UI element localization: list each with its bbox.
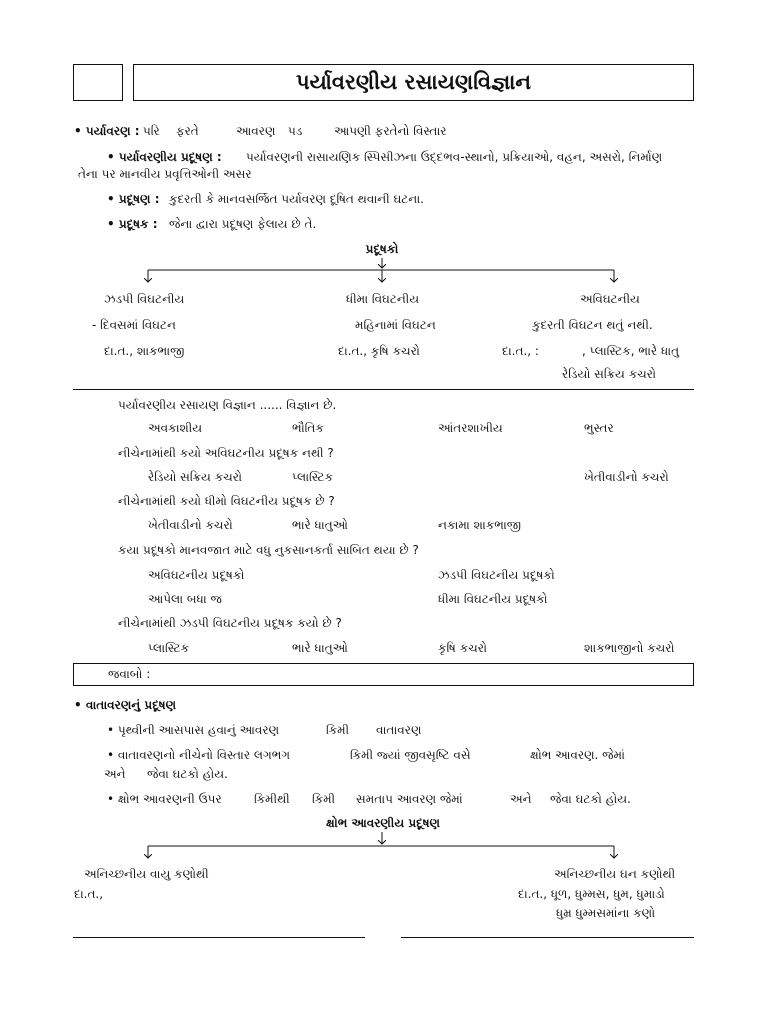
mcq-1-opt-b: ભૌતિક <box>292 421 324 435</box>
fast-degradable-desc: - દિવસમાં વિઘટન <box>92 318 176 332</box>
environment-part-4: પડ <box>288 124 303 138</box>
environment-part-3: આવરણ <box>236 124 276 138</box>
mcq-4-opt-c: આપેલા બધા જ <box>148 592 222 606</box>
atmos-line1-b: કિમી <box>326 723 350 737</box>
atmos-line3-d: સમતાપ આવરણ જેમાં <box>356 792 463 806</box>
atmos-line3-e: અને <box>510 792 532 806</box>
atmos-line2b-b: જેવા ઘટકો હોય. <box>147 767 228 781</box>
pollutants-heading: પ્રદૂષકો <box>365 242 399 256</box>
tropo-heading: ક્ષોભ આવરણીય પ્રદૂષણ <box>325 816 440 830</box>
page-title: પર્યાવરણીય રસાયણવિજ્ઞાન <box>295 70 532 94</box>
tropo-right-title: અનિચ્છનીય ઘન કણોથી <box>554 867 676 881</box>
environment-part-2: ફરતે <box>176 124 199 138</box>
mcq-2-opt-a: રેડિયો સક્રિય કચરો <box>148 470 242 484</box>
non-degradable-example-prefix: દા.ત., : <box>502 344 539 358</box>
atmos-line3-b: કિમીથી <box>254 792 290 806</box>
pradushak-text: જેના દ્વારા પ્રદૂષણ ફેલાય છે તે. <box>169 217 317 231</box>
fast-degradable-example: દા.ત., શાકભાજી <box>104 344 185 358</box>
atmos-line2-b: કિમી જ્યાં જીવસૃષ્ટિ વસે <box>350 748 471 762</box>
slow-degradable-name: ધીમા વિઘટનીય <box>346 292 420 306</box>
mcq-5-opt-c: કૃષિ કચરો <box>438 641 487 655</box>
mcq-3-question: નીચેનામાંથી કયો ધીમો વિઘટનીય પ્રદૂષક છે ? <box>118 494 335 508</box>
atmosphere-heading: • વાતાવરણનું પ્રદૂષણ <box>74 698 177 712</box>
atmos-line1-c: વાતાવરણ <box>376 723 422 737</box>
non-degradable-example: , પ્લાસ્ટિક, ભારે ધાતુ <box>582 344 680 358</box>
mcq-2-question: નીચેનામાંથી કયો અવિઘટનીય પ્રદૂષક નથી ? <box>118 446 334 460</box>
pollution-text-1: પર્યાવરણની રાસાયણિક સ્પિસીઝના ઉદ્દભવ-સ્થાનો, પ્રક્રિયાઓ, વહન, અસરો, નિર્માણ <box>246 150 663 164</box>
environment-part-1: પરિ <box>143 124 160 138</box>
slow-degradable-example: દા.ત., કૃષિ કચરો <box>338 344 420 358</box>
fast-degradable-name: ઝડપી વિઘટનીય <box>104 292 185 306</box>
atmos-line3-a: • ક્ષોભ આવરણની ઉપર <box>107 792 222 806</box>
mcq-1-question: પર્યાવરણીય રસાયણ વિજ્ઞાન ...... વિજ્ઞાન છે. <box>118 398 337 412</box>
mcq-3-opt-a: ખેતીવાડીનો કચરો <box>148 518 233 532</box>
pradushak-label: • પ્રદૂષક : <box>107 217 158 231</box>
mcq-1-opt-a: અવકાશીય <box>148 421 203 435</box>
mcq-2-opt-b: પ્લાસ્ટિક <box>292 470 334 484</box>
answers-label: જવાબો : <box>108 667 151 681</box>
pollution-label: • પર્યાવરણીય પ્રદૂષણ : <box>107 150 222 164</box>
mcq-4-opt-b: ઝડપી વિઘટનીય પ્રદૂષકો <box>438 568 555 582</box>
mcq-1-opt-d: ભુસ્તર <box>584 421 614 435</box>
atmos-line3-f: જેવા ઘટકો હોય. <box>550 792 631 806</box>
atmos-line2-c: ક્ષોભ આવરણ. જેમાં <box>530 748 625 762</box>
mcq-3-opt-c: નકામા શાકભાજી <box>438 518 522 532</box>
pradushan-text: કુદરતી કે માનવસર્જિત પર્યાવરણ દૂષિત થવાની ઘટના. <box>169 192 424 206</box>
mcq-5-opt-b: ભારે ધાતુઓ <box>292 641 348 655</box>
tropo-right-example-2: ધુમ્ર ધુમ્મસમાંના કણો <box>556 906 656 920</box>
mcq-1-opt-c: આંતરશાખીય <box>438 421 503 435</box>
non-degradable-desc: કુદરતી વિઘટન થતું નથી. <box>532 318 653 332</box>
mcq-5-opt-a: પ્લાસ્ટિક <box>148 641 190 655</box>
non-degradable-name: અવિઘટનીય <box>580 292 640 306</box>
section-divider <box>73 389 694 390</box>
tropo-right-example: દા.ત., ધૂળ, ધુમ્મસ, ધુમ, ધુમાડો <box>518 887 665 901</box>
environment-part-5: આપણી ફરતેનો વિસ્તાર <box>334 124 447 138</box>
mcq-4-question: કયા પ્રદૂષકો માનવજાત માટે વધુ નુકસાનકર્તા સાબિત થયા છે ? <box>118 543 419 557</box>
atmos-line3-c: કિમી <box>312 792 336 806</box>
pradushan-label: • પ્રદૂષણ : <box>107 192 160 206</box>
atmos-line1-a: • પૃથ્વીની આસપાસ હવાનું આવરણ <box>107 723 280 737</box>
bottom-line-left <box>73 937 365 938</box>
slow-degradable-desc: મહિનામાં વિઘટન <box>355 318 436 332</box>
mcq-5-opt-d: શાકભાજીનો કચરો <box>584 641 675 655</box>
pollution-text-2: તેના પર માનવીય પ્રવૃત્તિઓની અસર <box>78 167 252 181</box>
mcq-3-opt-b: ભારે ધાતુઓ <box>292 518 348 532</box>
answers-box <box>73 663 694 686</box>
atmos-line2b-a: અને <box>104 767 126 781</box>
atmos-line2-a: • વાતાવરણનો નીચેનો વિસ્તાર લગભગ <box>107 748 291 762</box>
non-degradable-example-2: રેડિયો સક્રિય કચરો <box>562 367 656 381</box>
tropo-left-example: દા.ત., <box>74 887 104 901</box>
environment-label: • પર્યાવરણ : <box>74 124 140 138</box>
mcq-4-opt-d: ધીમા વિઘટનીય પ્રદૂષકો <box>438 592 548 606</box>
mcq-4-opt-a: અવિઘટનીય પ્રદૂષકો <box>148 568 245 582</box>
mcq-2-opt-d: ખેતીવાડીનો કચરો <box>584 470 669 484</box>
tropo-left-title: અનિચ્છનીય વાયુ કણોથી <box>84 867 209 881</box>
bottom-line-right <box>401 937 694 938</box>
mcq-5-question: નીચેનામાંથી ઝડપી વિઘટનીય પ્રદૂષક કયો છે ? <box>118 616 342 630</box>
